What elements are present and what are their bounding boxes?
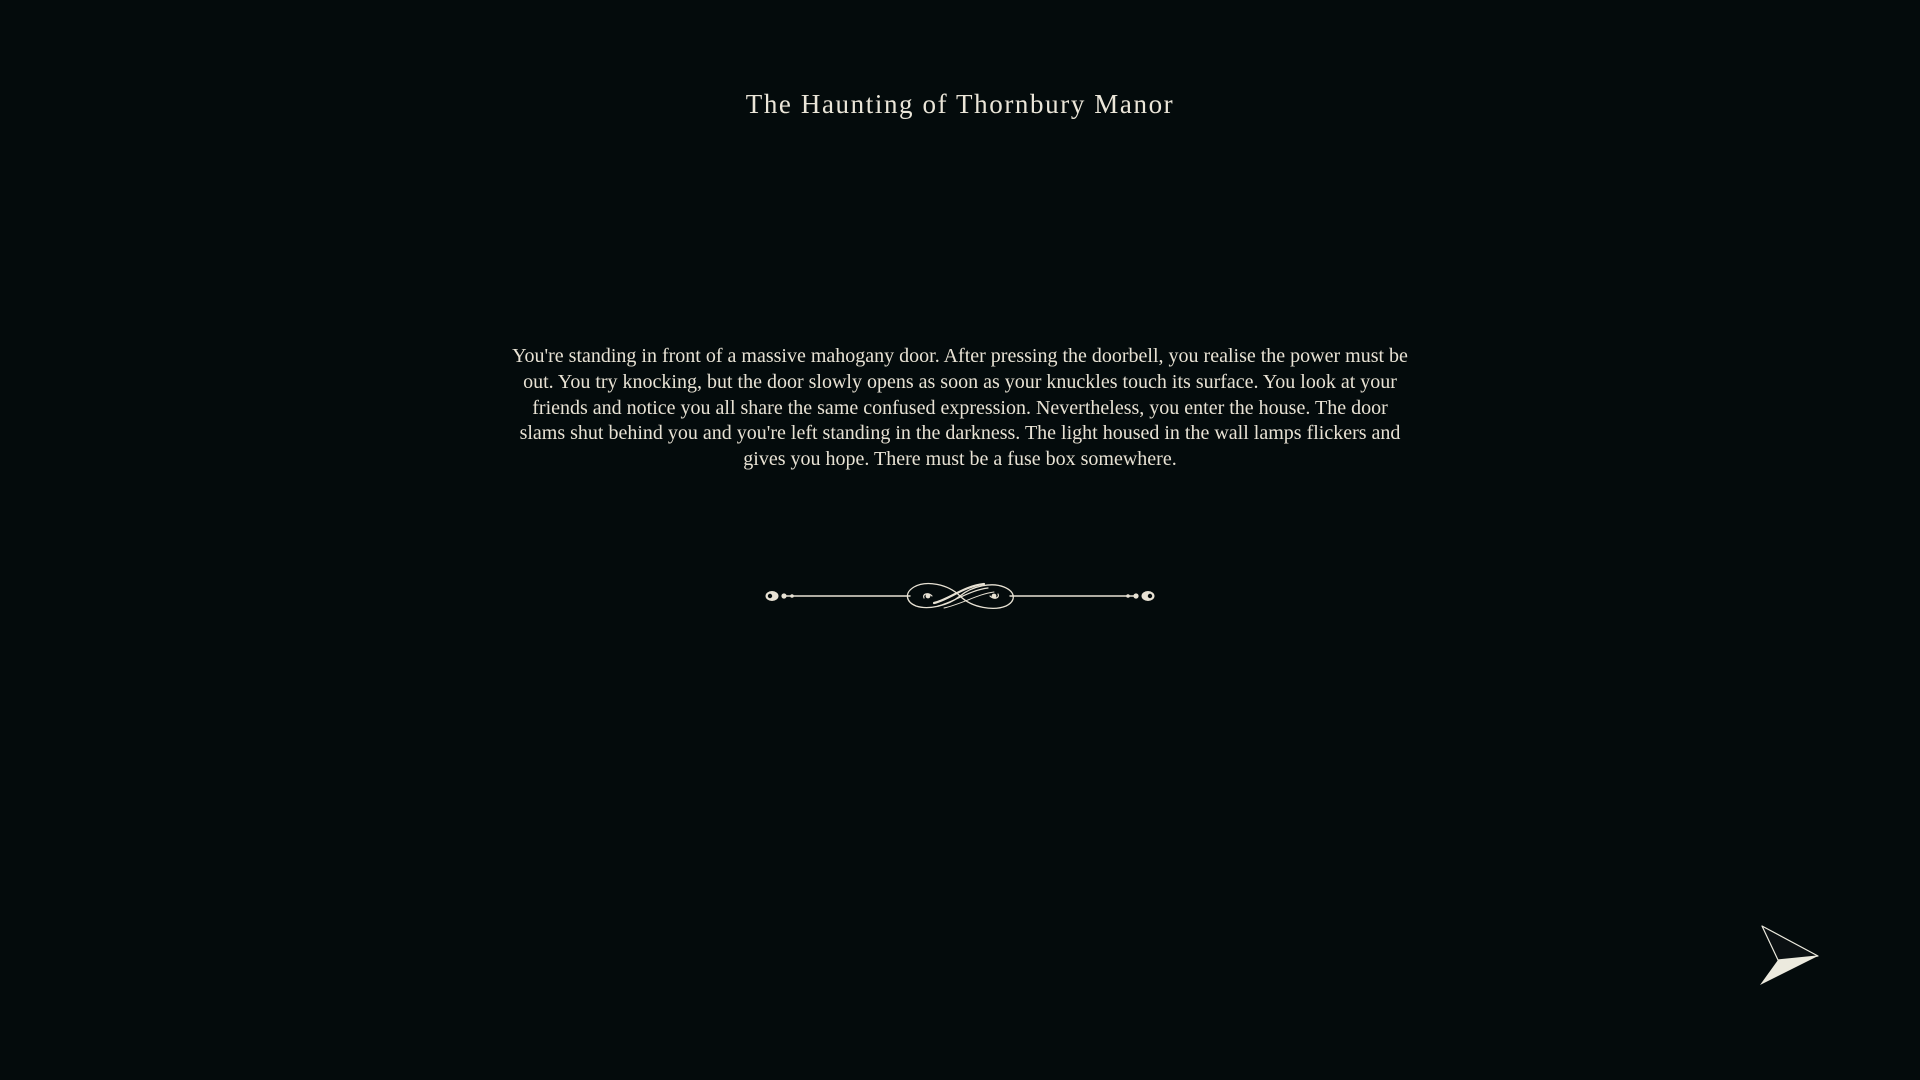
- arrow-right-icon: [1756, 922, 1822, 988]
- story-title: The Haunting of Thornbury Manor: [745, 89, 1175, 119]
- story-passage: You're standing in front of a massive mahogany door. After pressing the doorbell, you realise the power must be out. You try knocking, but the door slowly opens as soon as your knuckles touch its surface. You look at your friends and notice you all share the same confused expression. Nevertheless, you enter the house. The door slams shut behind you and you're left standing in the darkness. The light housed in the wall lamps flickers and gives you hope. There must be a fuse box somewhere.: [512, 345, 1408, 471]
- ornamental-divider-icon: [758, 570, 1162, 622]
- next-button[interactable]: [1756, 922, 1822, 988]
